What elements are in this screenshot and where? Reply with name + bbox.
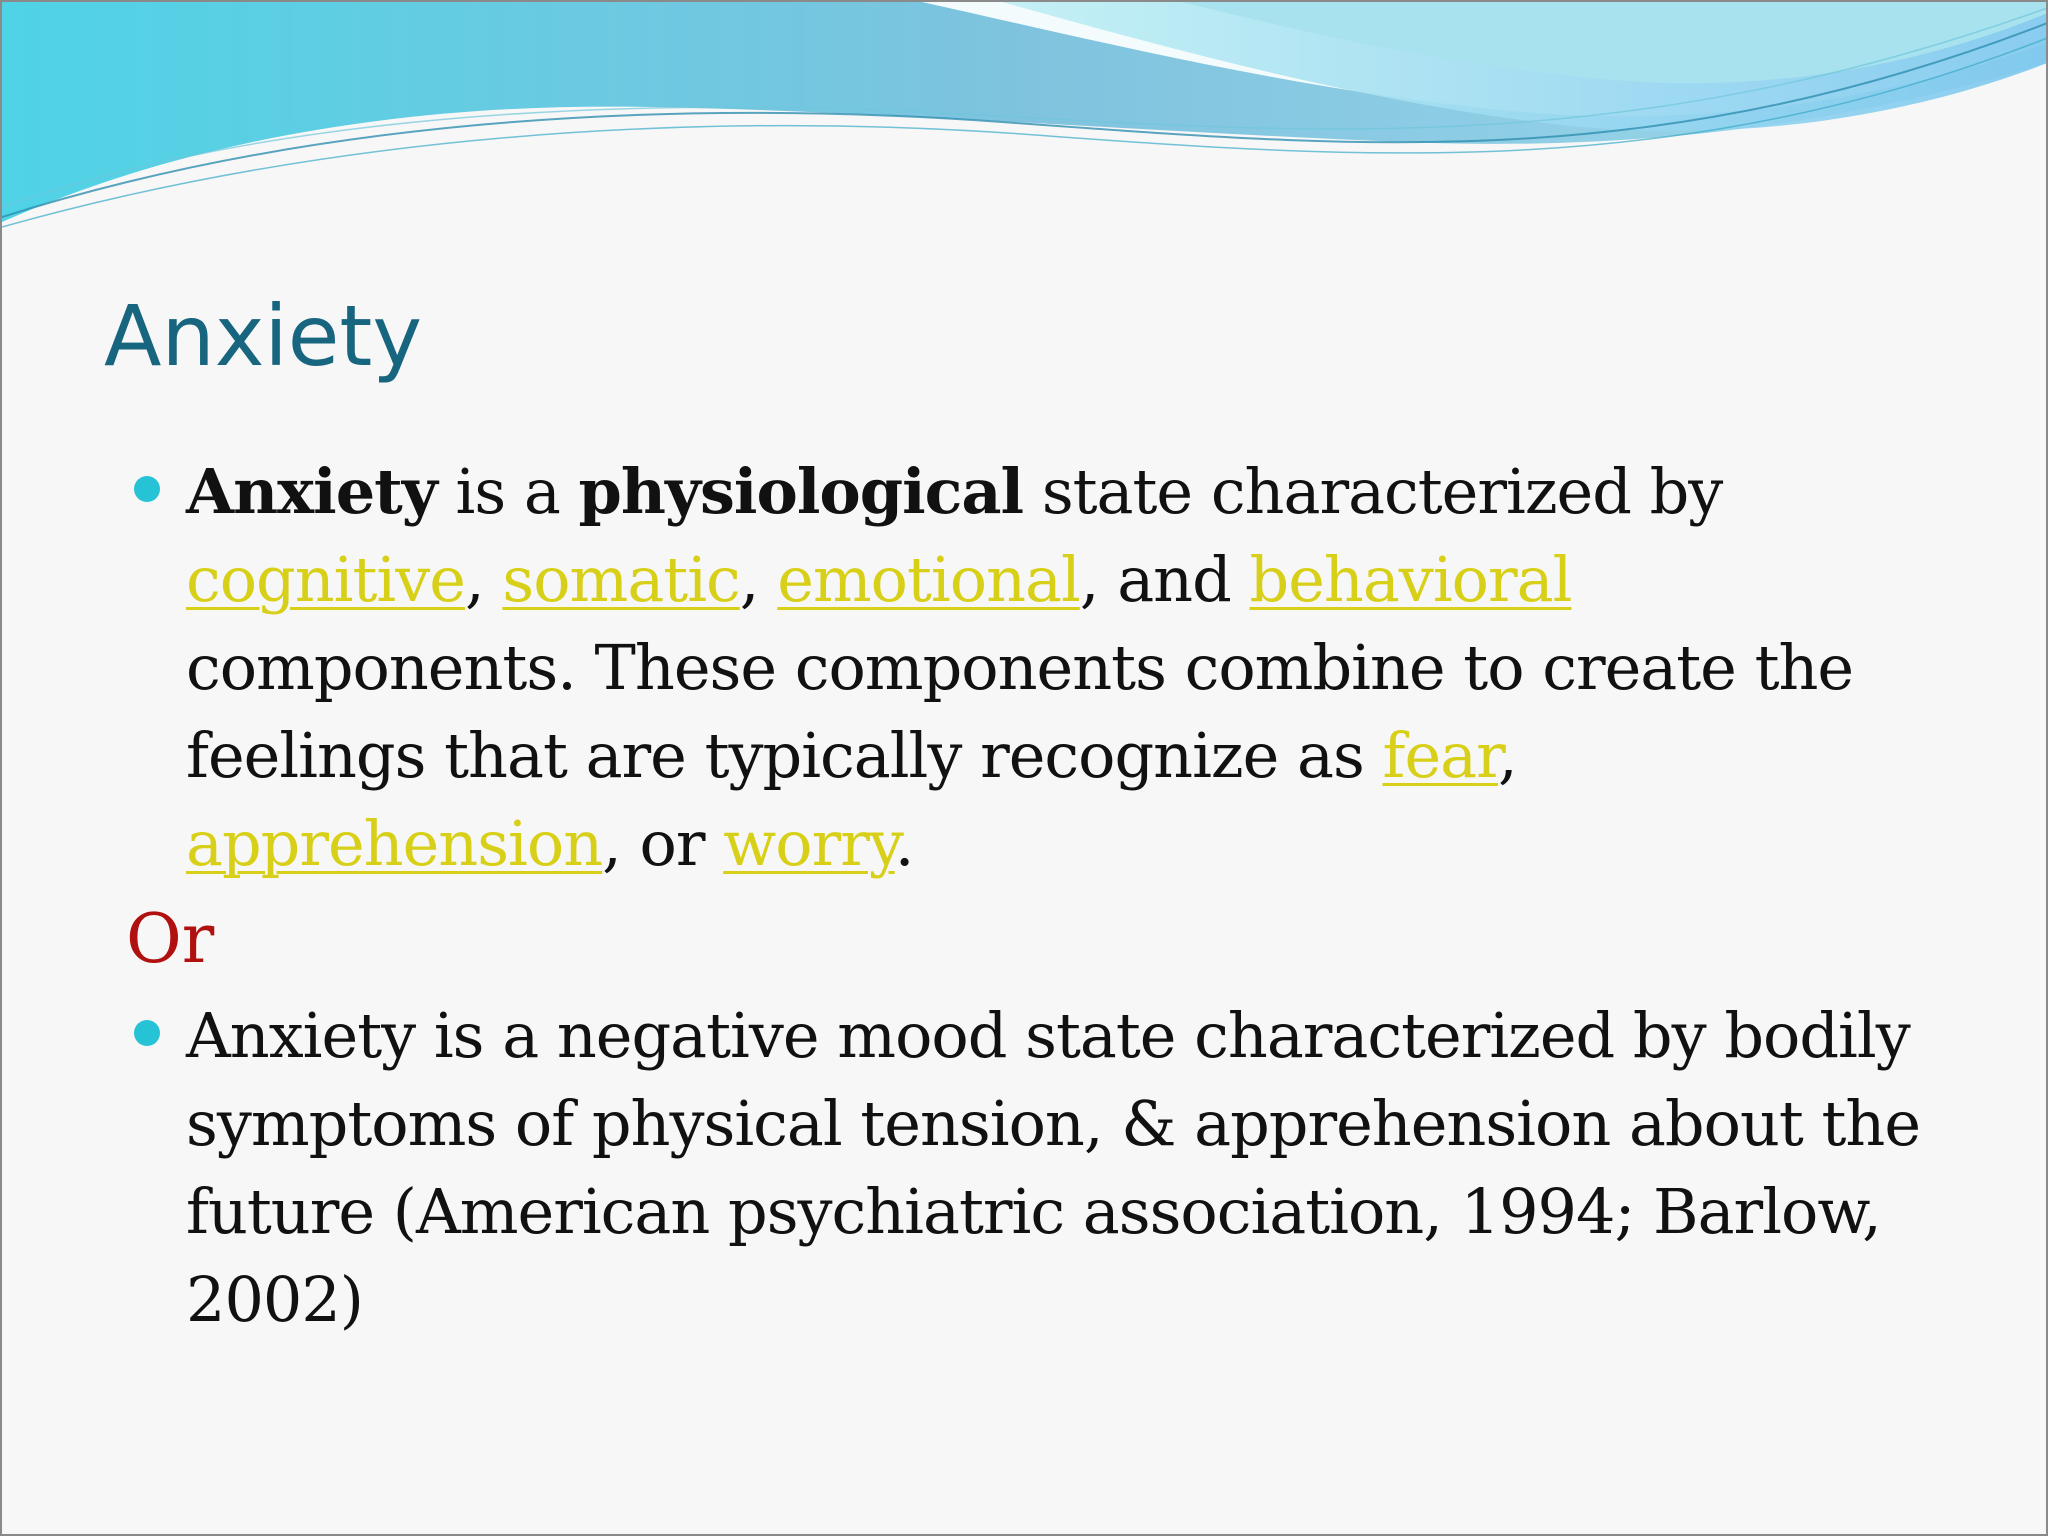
bullet-dot-icon <box>134 476 160 502</box>
text-segment: , and <box>1079 543 1250 616</box>
bullet-definition-2 <box>186 992 1966 1344</box>
link-cognitive[interactable]: cognitive <box>186 543 465 616</box>
link-behavioral[interactable]: behavioral <box>1249 543 1572 616</box>
text-segment: . <box>894 807 914 880</box>
link-fear[interactable]: fear <box>1382 719 1498 792</box>
slide-body <box>2 448 2048 1344</box>
or-separator: Or <box>126 900 215 979</box>
link-apprehension[interactable]: apprehension <box>186 807 603 880</box>
link-somatic[interactable]: somatic <box>502 543 740 616</box>
slide-title: Anxiety <box>104 287 423 385</box>
text-segment: state characterized by <box>1023 455 1723 528</box>
term-physiological: physiological <box>578 455 1024 528</box>
header-wave-decoration <box>2 2 2048 242</box>
text-segment: , <box>739 543 778 616</box>
text-segment: , <box>464 543 503 616</box>
bullet-definition-1 <box>186 448 1966 888</box>
link-emotional[interactable]: emotional <box>777 543 1080 616</box>
term-anxiety: Anxiety <box>186 455 437 528</box>
text-segment: , or <box>602 807 724 880</box>
text-segment: components. These components combine to create the feelings that are typically recognize as <box>186 631 1854 792</box>
definition-text: Anxiety is a negative mood state characterized by bodily symptoms of physical tension, & apprehension about the future (American psychiatric association, 1994; Barlow, 2002) <box>186 999 1921 1336</box>
bullet-dot-icon <box>134 1020 160 1046</box>
text-segment: , <box>1497 719 1517 792</box>
link-worry[interactable]: worry <box>723 807 895 880</box>
text-segment: is a <box>436 455 579 528</box>
